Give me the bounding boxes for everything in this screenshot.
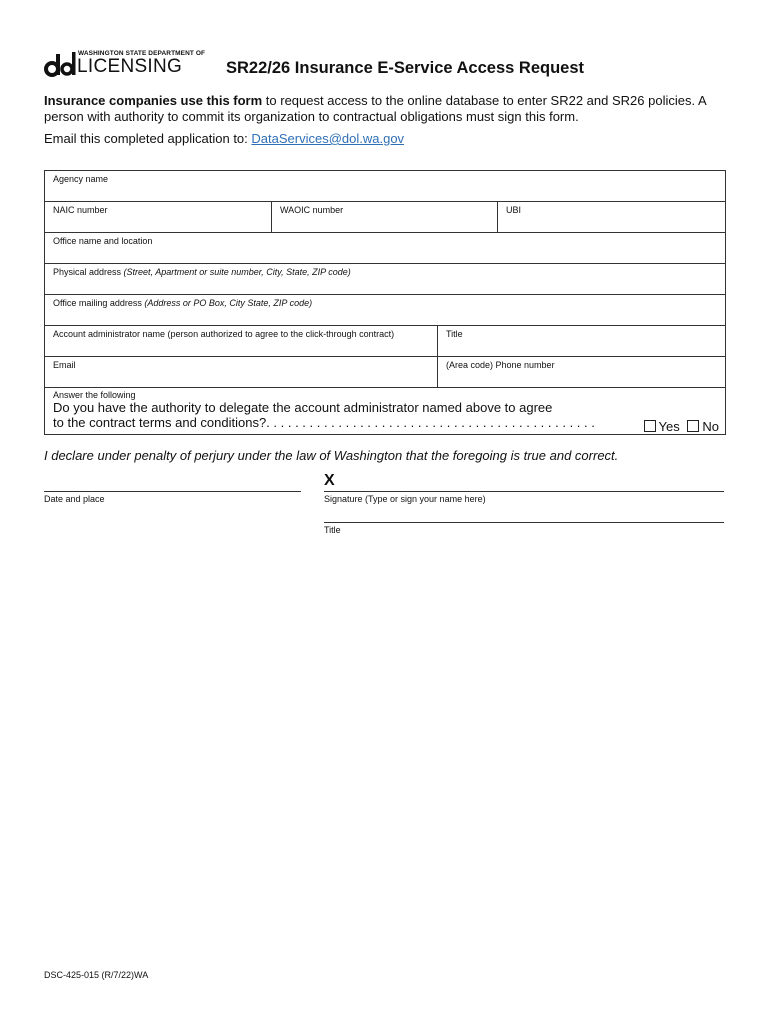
mailing-address-hint: (Address or PO Box, City State, ZIP code) xyxy=(144,298,313,308)
intro-text: to request access to the online database to enter SR22 and SR26 policies. A person with authority to commit its organization to contractual obligations must sign this form. xyxy=(44,93,706,124)
agency-name-label: Agency name xyxy=(53,174,109,184)
intro-paragraph xyxy=(44,93,734,124)
signature-line[interactable] xyxy=(324,491,724,492)
logo-licensing-text: LICENSING xyxy=(77,56,183,77)
physical-address-hint: (Street, Apartment or suite number, City, State, ZIP code) xyxy=(123,267,351,277)
dol-logo xyxy=(44,50,206,80)
question-line-1: Do you have the authority to delegate the account administrator named above to agree xyxy=(53,400,553,415)
question-block xyxy=(45,388,725,434)
admin-title-field[interactable] xyxy=(438,326,725,356)
email-link[interactable]: DataServices@dol.wa.gov xyxy=(251,131,405,146)
ubi-label: UBI xyxy=(506,205,522,215)
row-mailing-address xyxy=(45,295,725,326)
yes-label: Yes xyxy=(658,419,680,434)
yes-checkbox[interactable] xyxy=(644,420,656,432)
email-prefix: Email this completed application to: xyxy=(44,131,252,146)
email-label: Email xyxy=(53,360,76,370)
row-admin xyxy=(45,326,725,357)
mailing-address-field[interactable] xyxy=(45,295,725,325)
form-number: DSC-425-015 (R/7/22)WA xyxy=(44,970,149,980)
signer-title-label: Title xyxy=(324,525,341,535)
signature-x-mark: X xyxy=(324,472,335,489)
naic-number-field[interactable] xyxy=(45,202,272,232)
date-place-label: Date and place xyxy=(44,494,105,504)
waoic-number-field[interactable] xyxy=(272,202,498,232)
signer-title-line[interactable] xyxy=(324,522,724,523)
application-form xyxy=(44,170,726,435)
physical-address-field[interactable] xyxy=(45,264,725,294)
physical-address-label: Physical address xyxy=(53,267,124,277)
signature-label: Signature (Type or sign your name here) xyxy=(324,494,486,504)
question-line-2: to the contract terms and conditions?. . . . . . . . . . . . . . . . . . . . . . . . . . . . . . . . . . . . . . . . . . . . . . xyxy=(53,415,595,430)
email-instruction xyxy=(44,131,404,146)
account-admin-field[interactable] xyxy=(45,326,438,356)
row-physical-address xyxy=(45,264,725,295)
row-contact xyxy=(45,357,725,388)
intro-bold-lead: Insurance companies use this form xyxy=(44,93,263,108)
question-label: Answer the following xyxy=(53,390,136,400)
dol-logo-mark xyxy=(44,50,76,80)
waoic-label: WAOIC number xyxy=(280,205,344,215)
row-question xyxy=(45,388,725,435)
office-name-field[interactable] xyxy=(45,233,725,263)
ubi-field[interactable] xyxy=(498,202,725,232)
naic-label: NAIC number xyxy=(53,205,108,215)
phone-label: (Area code) Phone number xyxy=(446,360,555,370)
date-place-line[interactable] xyxy=(44,491,301,492)
row-office xyxy=(45,233,725,264)
mailing-address-label: Office mailing address xyxy=(53,298,145,308)
no-checkbox[interactable] xyxy=(687,420,699,432)
no-label: No xyxy=(702,419,719,434)
office-name-label: Office name and location xyxy=(53,236,153,246)
row-agency xyxy=(45,171,725,202)
declaration-text: I declare under penalty of perjury under the law of Washington that the foregoing is true and correct. xyxy=(44,448,619,463)
question-options xyxy=(640,419,719,434)
account-admin-label: Account administrator name (person authorized to agree to the click-through contract) xyxy=(53,329,395,339)
email-field[interactable] xyxy=(45,357,438,387)
page-title: SR22/26 Insurance E-Service Access Request xyxy=(226,59,584,77)
admin-title-label: Title xyxy=(446,329,463,339)
phone-field[interactable] xyxy=(438,357,725,387)
row-numbers xyxy=(45,202,725,233)
logo-department-text: WASHINGTON STATE DEPARTMENT OF xyxy=(78,50,206,57)
agency-name-field[interactable] xyxy=(45,171,725,201)
